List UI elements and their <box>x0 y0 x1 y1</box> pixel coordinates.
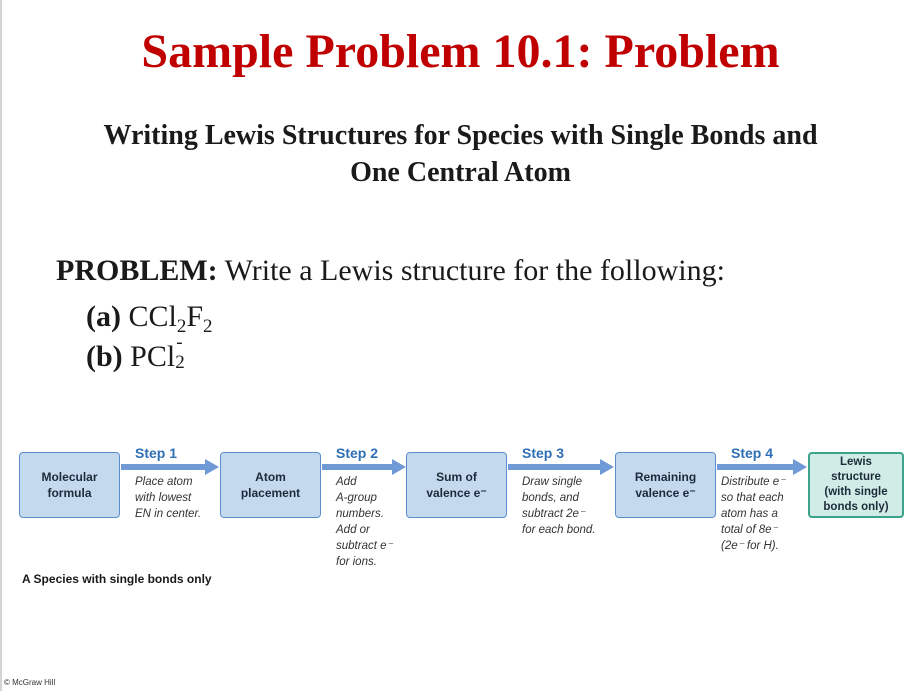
box-remaining-valence: Remaining valence e⁻ <box>615 452 716 518</box>
slide-border <box>0 0 2 691</box>
item-b-letter: (b) <box>86 340 123 373</box>
copyright-notice: © McGraw Hill <box>4 678 56 687</box>
item-a-letter: (a) <box>86 300 121 333</box>
step-1-label: Step 1 <box>135 445 178 461</box>
step-4-label: Step 4 <box>731 445 774 461</box>
problem-label: PROBLEM: <box>56 254 218 287</box>
box-atom-placement: Atom placement <box>220 452 321 518</box>
item-a-formula: $CCl_2F_2$ <box>128 300 213 337</box>
item-b-formula: PCl - 2 <box>130 332 185 373</box>
box-molecular-formula: Molecular formula <box>19 452 120 518</box>
step-1-description: Place atom with lowest EN in center. <box>135 476 202 520</box>
item-b <box>86 332 185 374</box>
box-lewis-structure: Lewis structure (with single bonds only) <box>808 452 904 518</box>
subtitle-line-1: Writing Lewis Structures for Species with Single Bonds and <box>103 120 818 151</box>
problem-statement <box>56 254 725 288</box>
step-3-label: Step 3 <box>522 445 565 461</box>
item-a <box>86 300 213 338</box>
step-4-description: Distribute e⁻ so that each atom has a total of 8e⁻ (2e⁻ for H). <box>721 476 786 552</box>
step-2-description: Add A-group numbers. Add or subtract e⁻ for ions. <box>336 476 393 568</box>
diagram-caption: A Species with single bonds only <box>22 572 212 586</box>
step-3-description: Draw single bonds, and subtract 2e⁻ for each bond. <box>522 476 596 536</box>
step-2-label: Step 2 <box>336 445 379 461</box>
subtitle-line-2: One Central Atom <box>350 157 571 188</box>
slide-subtitle <box>0 117 921 191</box>
box-sum-valence: Sum of valence e⁻ <box>406 452 507 518</box>
problem-text: Write a Lewis structure for the following: <box>217 254 725 287</box>
slide-title: Sample Problem 10.1: Problem <box>141 25 780 78</box>
